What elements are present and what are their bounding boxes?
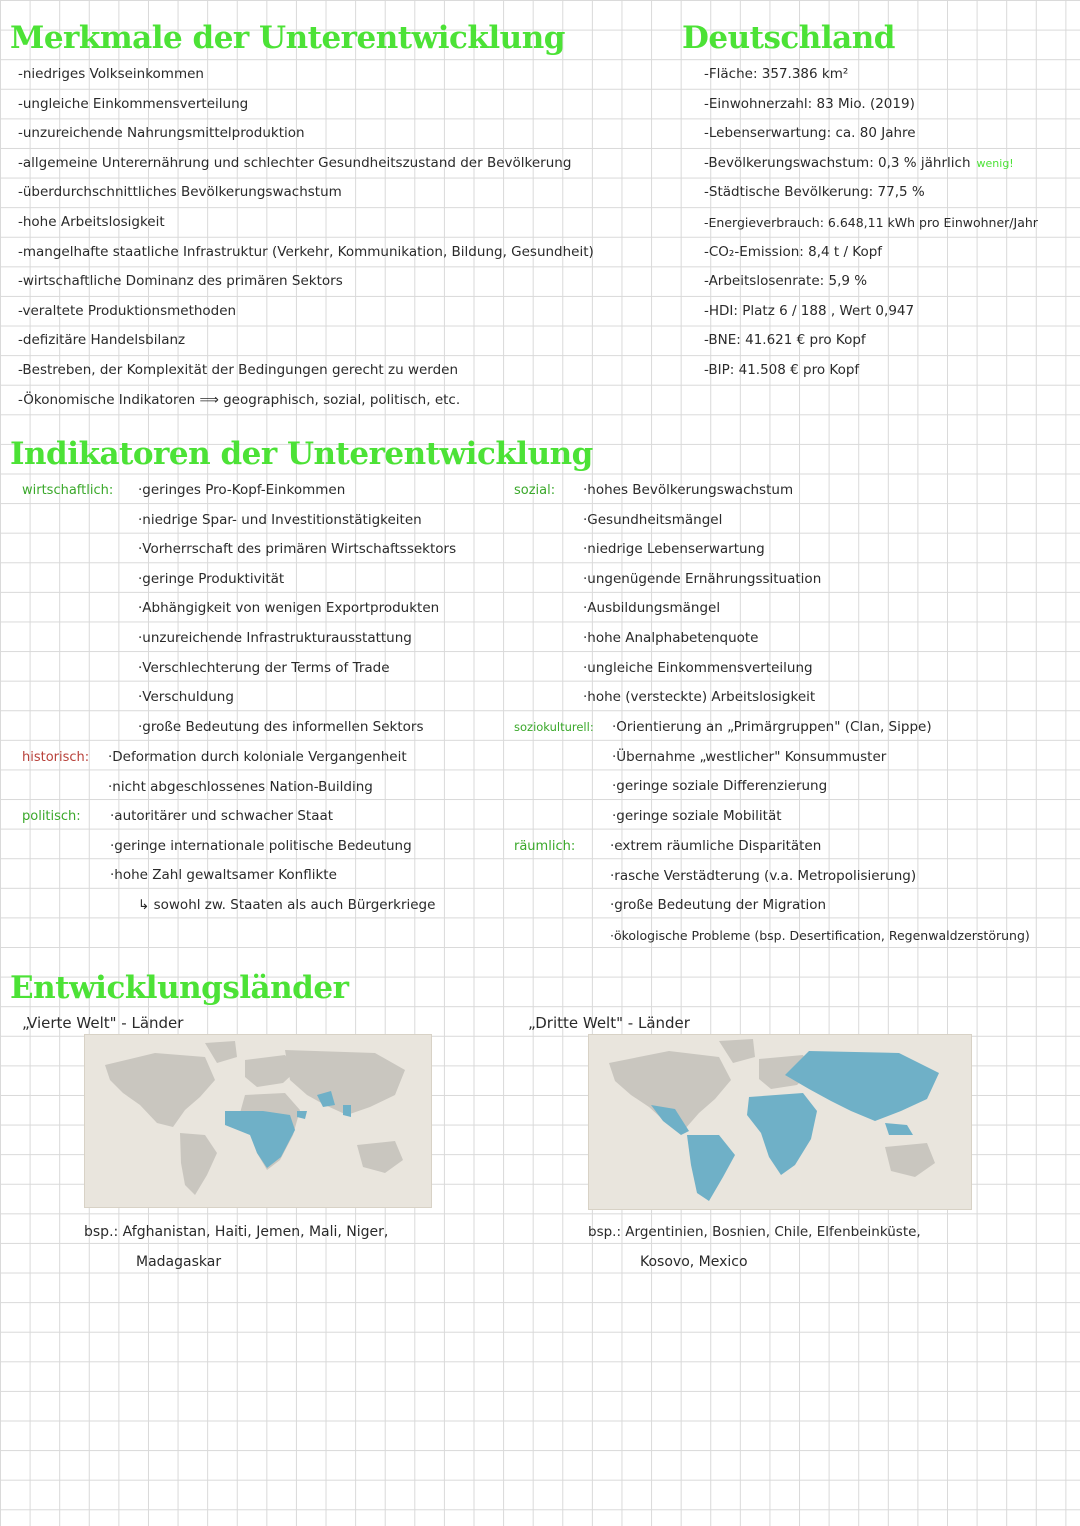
label-raeumlich: räumlich: [514,839,576,854]
list-item: -CO₂-Emission: 8,4 t / Kopf [704,243,883,260]
australia-shape [357,1141,403,1173]
list-item: ·ungleiche Einkommensverteilung [583,659,813,676]
list-item: ·große Bedeutung der Migration [610,897,827,914]
list-item: ·hohe Zahl gewaltsamer Konflikte [110,867,337,884]
north-america-shape [105,1053,215,1127]
label-sozial: sozial: [514,483,556,498]
list-item: -mangelhafte staatliche Infrastruktur (Verkehr, Kommunikation, Bildung, Gesundheit) [18,243,594,260]
list-item [704,149,1038,179]
growth-text: -Bevölkerungswachstum: 0,3 % jährlich [704,154,971,171]
world-map-image [85,1035,431,1207]
list-item: ·Deformation durch koloniale Vergangenheit [108,749,407,765]
label-historisch: historisch: [22,750,90,765]
merkmale-list [18,60,594,415]
merkmale-title: Merkmale der Unterentwicklung [10,20,565,56]
africa-highlight-shape [225,1111,295,1168]
dritte-welt-caption-line1: bsp.: Argentinien, Bosnien, Chile, Elfenbeinküste, [588,1224,921,1240]
list-item: ·geringe Produktivität [138,570,285,587]
africa-highlight-shape [747,1093,817,1175]
list-item: ·Orientierung an „Primärgruppen" (Clan, Sippe) [612,719,932,735]
dritte-welt-map [588,1034,972,1210]
list-item: -hohe Arbeitslosigkeit [18,213,165,230]
list-item: -niedriges Volkseinkommen [18,66,204,82]
list-item: -Energieverbrauch: 6.648,11 kWh pro Einwohner/Jahr [704,214,1038,230]
list-item: -ungleiche Einkommensverteilung [18,95,249,112]
list-item: ·Ausbildungsmängel [583,600,721,617]
dritte-welt-caption-line2: Kosovo, Mexico [640,1254,748,1270]
list-item: ·rasche Verstädterung (v.a. Metropolisierung) [610,867,917,884]
list-item: ·ungenügende Ernährungssituation [583,570,822,587]
list-item: ·geringe soziale Mobilität [612,807,782,824]
politisch-list [110,802,435,920]
entwicklungslaender-title: Entwicklungsländer [10,970,349,1006]
list-item: ·geringe soziale Differenzierung [612,778,828,795]
deutschland-list [704,60,1038,386]
list-item: ·geringe internationale politische Bedeutung [110,837,412,854]
historisch-list [108,743,407,802]
soziokulturell-list [612,713,932,831]
label-politisch: politisch: [22,809,81,824]
list-item: ·hohes Bevölkerungswachstum [583,482,794,498]
list-item: ·unzureichende Infrastrukturausstattung [138,629,412,646]
list-item: ·Übernahme „westlicher" Konsummuster [612,748,887,765]
greenland-shape [205,1041,237,1063]
world-map-image [589,1035,971,1209]
list-item: -Arbeitslosenrate: 5,9 % [704,273,868,290]
list-item: -wirtschaftliche Dominanz des primären Sektors [18,273,343,290]
list-item: ·geringes Pro-Kopf-Einkommen [138,482,346,498]
list-item: -Bestreben, der Komplexität der Bedingungen gerecht zu werden [18,361,459,378]
south-america-highlight-shape [687,1135,735,1201]
list-item: -HDI: Platz 6 / 188 , Wert 0,947 [704,302,915,319]
list-item: ·Abhängigkeit von wenigen Exportprodukten [138,600,440,617]
vierte-welt-map [84,1034,432,1208]
southeast-asia-highlight-shape [885,1123,913,1135]
list-item: -BIP: 41.508 € pro Kopf [704,361,860,378]
list-item: ·ökologische Probleme (bsp. Desertification, Regenwaldzerstörung) [610,927,1030,943]
list-item: -Ökonomische Indikatoren ⟹ geographisch, sozial, politisch, etc. [18,391,461,408]
list-item: -allgemeine Unterernährung und schlechter Gesundheitszustand der Bevölkerung [18,154,572,171]
label-soziokulturell: soziokulturell: [514,720,594,734]
list-item: -unzureichende Nahrungsmittelproduktion [18,125,305,142]
wirtschaftlich-list [138,476,456,742]
list-item: -veraltete Produktionsmethoden [18,302,237,319]
label-wirtschaftlich: wirtschaftlich: [22,483,114,498]
indikatoren-title: Indikatoren der Unterentwicklung [10,436,593,472]
list-item: ·Verschlechterung der Terms of Trade [138,659,390,676]
south-america-shape [180,1133,217,1195]
vierte-welt-caption-line2: Madagaskar [136,1254,222,1270]
myanmar-highlight-shape [343,1105,351,1117]
list-item: ↳ sowohl zw. Staaten als auch Bürgerkriege [138,896,436,913]
list-item: ·extrem räumliche Disparitäten [610,838,822,854]
list-item: -defizitäre Handelsbilanz [18,332,186,349]
greenland-shape [719,1039,755,1063]
vierte-welt-title: „Vierte Welt" - Länder [22,1014,184,1032]
sozial-list [583,476,821,713]
list-item: ·niedrige Spar- und Investitionstätigkeiten [138,511,422,528]
list-item: ·hohe Analphabetenquote [583,629,759,646]
list-item: -Lebenserwartung: ca. 80 Jahre [704,125,916,142]
list-item: -überdurchschnittliches Bevölkerungswachstum [18,184,342,201]
list-item: -BNE: 41.621 € pro Kopf [704,332,866,349]
dritte-welt-title: „Dritte Welt" - Länder [528,1014,690,1032]
vierte-welt-caption-line1: bsp.: Afghanistan, Haiti, Jemen, Mali, Niger, [84,1224,389,1240]
raeumlich-list [610,832,1030,950]
growth-note: wenig! [976,156,1014,170]
australia-shape [885,1143,935,1177]
list-item: ·niedrige Lebenserwartung [583,541,765,558]
list-item: -Fläche: 357.386 km² [704,66,849,82]
yemen-highlight-shape [297,1111,307,1119]
list-item: ·Gesundheitsmängel [583,511,723,528]
list-item: ·autoritärer und schwacher Staat [110,808,334,824]
list-item: -Einwohnerzahl: 83 Mio. (2019) [704,95,915,112]
list-item: -Städtische Bevölkerung: 77,5 % [704,184,925,201]
list-item: ·Vorherrschaft des primären Wirtschaftssektors [138,541,457,558]
list-item: ·hohe (versteckte) Arbeitslosigkeit [583,689,816,706]
deutschland-title: Deutschland [682,20,895,56]
list-item: ·große Bedeutung des informellen Sektors [138,718,424,735]
list-item: ·nicht abgeschlossenes Nation-Building [108,778,373,795]
list-item: ·Verschuldung [138,689,234,706]
